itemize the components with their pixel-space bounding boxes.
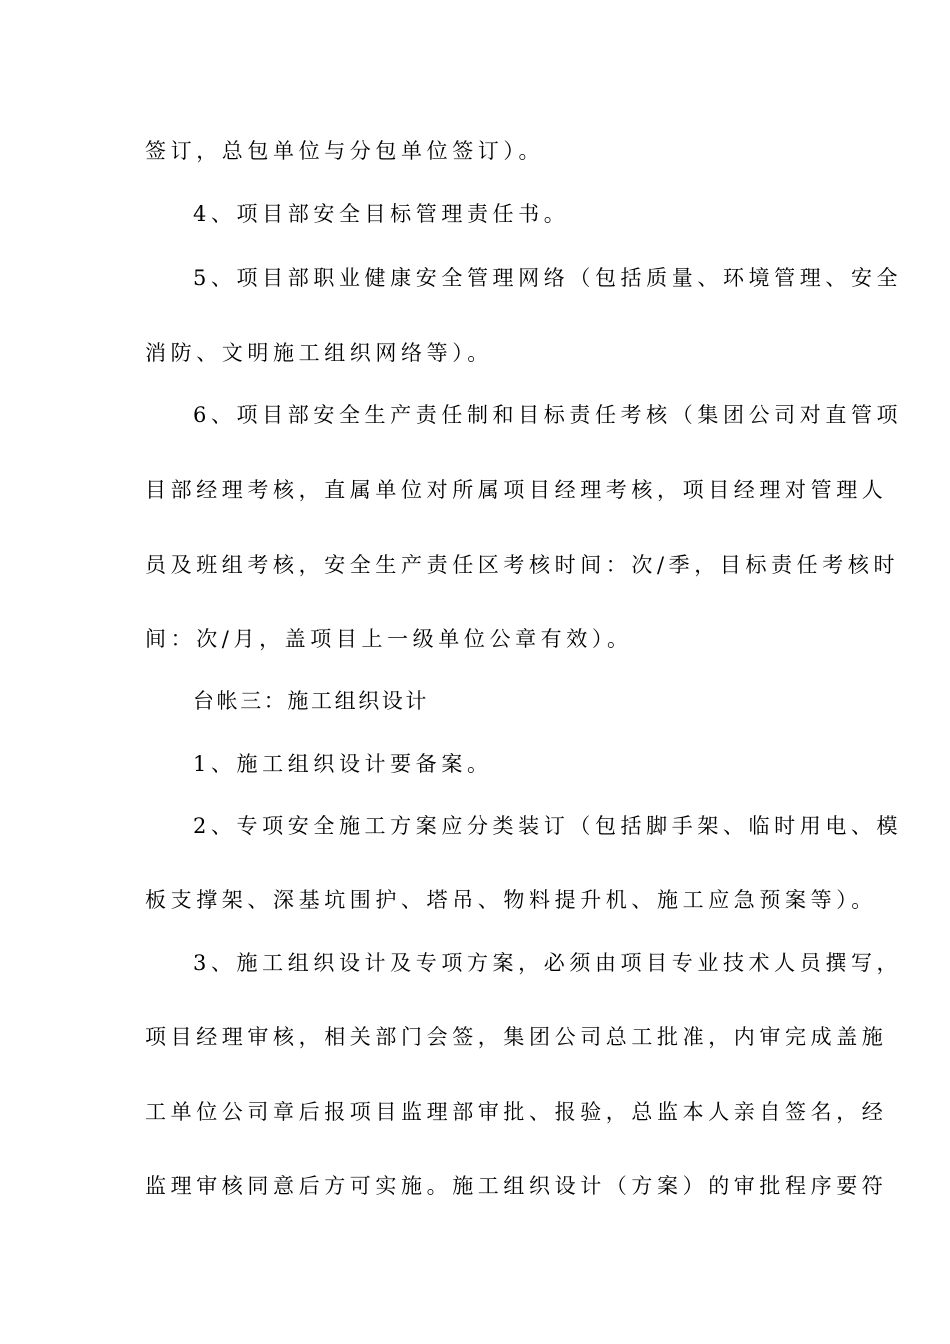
list-item-4: 4、项目部安全目标管理责任书。 [193, 202, 570, 226]
section-heading: 台帐三：施工组织设计 [193, 689, 429, 713]
list-item-6: 6、项目部安全生产责任制和目标责任考核（集团公司对直管项 [193, 403, 903, 427]
list-item-3-continuation-1: 项目经理审核，相关部门会签，集团公司总工批准，内审完成盖施 [145, 1025, 888, 1049]
list-item-6-continuation-2: 员及班组考核，安全生产责任区考核时间：次/季，目标责任考核时 [145, 553, 900, 577]
list-item-6-continuation-3: 间：次/月，盖项目上一级单位公章有效）。 [145, 627, 633, 651]
list-item-3: 3、施工组织设计及专项方案，必须由项目专业技术人员撰写， [193, 951, 903, 975]
list-item-2-continuation: 板支撑架、深基坑围护、塔吊、物料提升机、施工应急预案等）。 [145, 888, 877, 912]
list-item-3-continuation-2: 工单位公司章后报项目监理部审批、报验，总监本人亲自签名，经 [145, 1100, 888, 1124]
list-item-2: 2、专项安全施工方案应分类装订（包括脚手架、临时用电、模 [193, 814, 903, 838]
list-item-3-continuation-3: 监理审核同意后方可实施。施工组织设计（方案）的审批程序要符 [145, 1174, 888, 1198]
list-item-6-continuation-1: 目部经理考核，直属单位对所属项目经理考核，项目经理对管理人 [145, 478, 888, 502]
list-item-5-continuation: 消防、文明施工组织网络等）。 [145, 341, 493, 365]
paragraph-continuation-line: 签订，总包单位与分包单位签订）。 [145, 139, 545, 163]
list-item-5: 5、项目部职业健康安全管理网络（包括质量、环境管理、安全 [193, 266, 903, 290]
list-item-1: 1、施工组织设计要备案。 [193, 752, 493, 776]
